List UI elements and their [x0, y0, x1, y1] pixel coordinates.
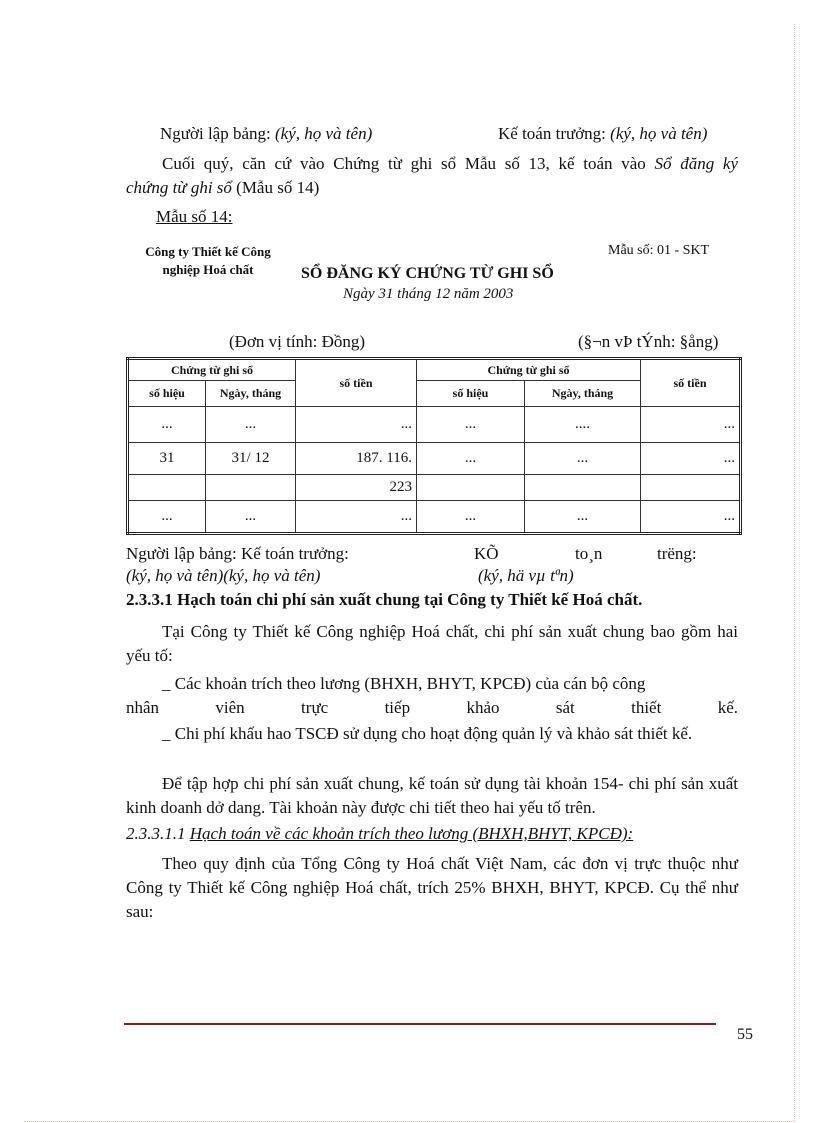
cell: ... — [417, 443, 525, 475]
unit-left: (Đơn vị tính: Đồng) — [229, 332, 366, 351]
intro-italic-1: Sổ đăng ký — [654, 154, 738, 173]
cell — [206, 475, 296, 501]
cell: .... — [525, 407, 641, 443]
signature-bottom-left: Người lập bảng: Kế toán trưởng: — [126, 544, 349, 563]
chief-label: Kế toán trưởng: — [498, 124, 606, 143]
cell: 31 — [128, 443, 206, 475]
paragraph-1: Tại Công ty Thiết kế Công nghiệp Hoá chất, chi phí sản xuất chung bao gồm hai yếu tố: — [126, 622, 738, 665]
amount-header-right: số tiền — [641, 359, 741, 407]
cell: ... — [128, 501, 206, 534]
paragraph-2: Để tập hợp chi phí sản xuất chung, kế toán sử dụng tài khoản 154- chi phí sản xuất kinh doanh dở dang. Tài khoản này được chi tiết theo hai yếu tố trên. — [126, 774, 738, 817]
intro-text: Cuối quý, căn cứ vào Chứng từ ghi sổ Mẫu số 13, kế toán vào — [162, 154, 655, 173]
number-header-right: số hiệu — [417, 381, 525, 407]
company-line-2: nghiệp Hoá chất — [162, 262, 254, 277]
amount-header-left: số tiền — [296, 359, 417, 407]
preparer-signature-top — [160, 124, 372, 144]
table-row — [128, 475, 741, 501]
chief-signature-top — [498, 124, 707, 144]
signature-bottom-chief-note: (ký, hä vµ tªn) — [478, 566, 574, 585]
signature-bottom-chief-3: trëng: — [657, 544, 697, 563]
cell: ... — [641, 407, 741, 443]
footer-rule — [124, 1023, 716, 1025]
unit-right: (§¬n vÞ tÝnh: §ång) — [578, 332, 719, 351]
cell: ... — [417, 407, 525, 443]
number-header-left: số hiệu — [128, 381, 206, 407]
subsection-heading — [126, 824, 633, 844]
table-row — [128, 407, 741, 443]
intro-italic-2: chứng từ ghi sổ — [126, 178, 232, 197]
intro-after: (Mẫu số 14) — [231, 178, 320, 197]
table-row — [128, 501, 741, 534]
cell — [525, 475, 641, 501]
section-heading: 2.3.3.1 Hạch toán chi phí sản xuất chung tại Công ty Thiết kế Hoá chất. — [126, 590, 643, 609]
bullet-1-line-2: nhân viên trực tiếp khảo sát thiết kế. — [126, 698, 738, 717]
cell: ... — [641, 501, 741, 534]
cell — [128, 475, 206, 501]
cell — [417, 475, 525, 501]
date-header-left: Ngày, tháng — [206, 381, 296, 407]
cell: ... — [641, 443, 741, 475]
register-table — [126, 357, 742, 535]
page-number: 55 — [737, 1026, 753, 1043]
preparer-note: (ký, họ và tên) — [275, 124, 373, 143]
company-name — [128, 243, 288, 279]
cell — [641, 475, 741, 501]
page-border-right — [794, 24, 795, 1121]
cell: ... — [206, 407, 296, 443]
table-row — [128, 443, 741, 475]
cell: ... — [206, 501, 296, 534]
bullet-1-line-1: _ Các khoản trích theo lương (BHXH, BHYT, KPCĐ) của cán bộ công — [162, 674, 646, 693]
group-header-right: Chứng từ ghi sổ — [417, 359, 641, 381]
preparer-label: Người lập bảng: — [160, 124, 271, 143]
cell: ... — [296, 501, 417, 534]
group-header-left: Chứng từ ghi sổ — [128, 359, 296, 381]
signature-bottom-chief-2: to¸n — [575, 544, 603, 563]
page-border-bottom — [24, 1121, 794, 1122]
form-label: Mẫu số 14: — [156, 207, 233, 226]
cell: 187. 116. — [296, 443, 417, 475]
signature-bottom-chief-1: KÕ — [474, 544, 499, 563]
bullet-2: _ Chi phí khấu hao TSCĐ sử dụng cho hoạt động quản lý và khảo sát thiết kế. — [162, 724, 693, 743]
cell: ... — [525, 443, 641, 475]
cell: ... — [128, 407, 206, 443]
company-line-1: Công ty Thiết kế Công — [145, 244, 271, 259]
paragraph-3: Theo quy định của Tổng Công ty Hoá chất Việt Nam, các đơn vị trực thuộc như Công ty Thiết kế Công nghiệp Hoá chất, trích 25% BHXH, BHYT, KPCĐ. Cụ thể như sau: — [126, 854, 738, 921]
subsection-title: Hạch toán về các khoản trích theo lương (BHXH,BHYT, KPCĐ): — [189, 824, 634, 843]
signature-bottom-notes: (ký, họ và tên)(ký, họ và tên) — [126, 566, 321, 585]
intro-paragraph — [126, 152, 738, 200]
register-date: Ngày 31 tháng 12 năm 2003 — [343, 286, 514, 302]
cell: ... — [296, 407, 417, 443]
cell: 223 — [296, 475, 417, 501]
subsection-number: 2.3.3.1.1 — [126, 824, 190, 843]
cell: ... — [417, 501, 525, 534]
date-header-right: Ngày, tháng — [525, 381, 641, 407]
bullet-1 — [126, 672, 738, 720]
cell: ... — [525, 501, 641, 534]
chief-note: (ký, họ và tên) — [610, 124, 708, 143]
register-title: SỔ ĐĂNG KÝ CHỨNG TỪ GHI SỔ — [301, 265, 554, 282]
cell: 31/ 12 — [206, 443, 296, 475]
form-code: Mẫu số: 01 - SKT — [608, 243, 710, 258]
